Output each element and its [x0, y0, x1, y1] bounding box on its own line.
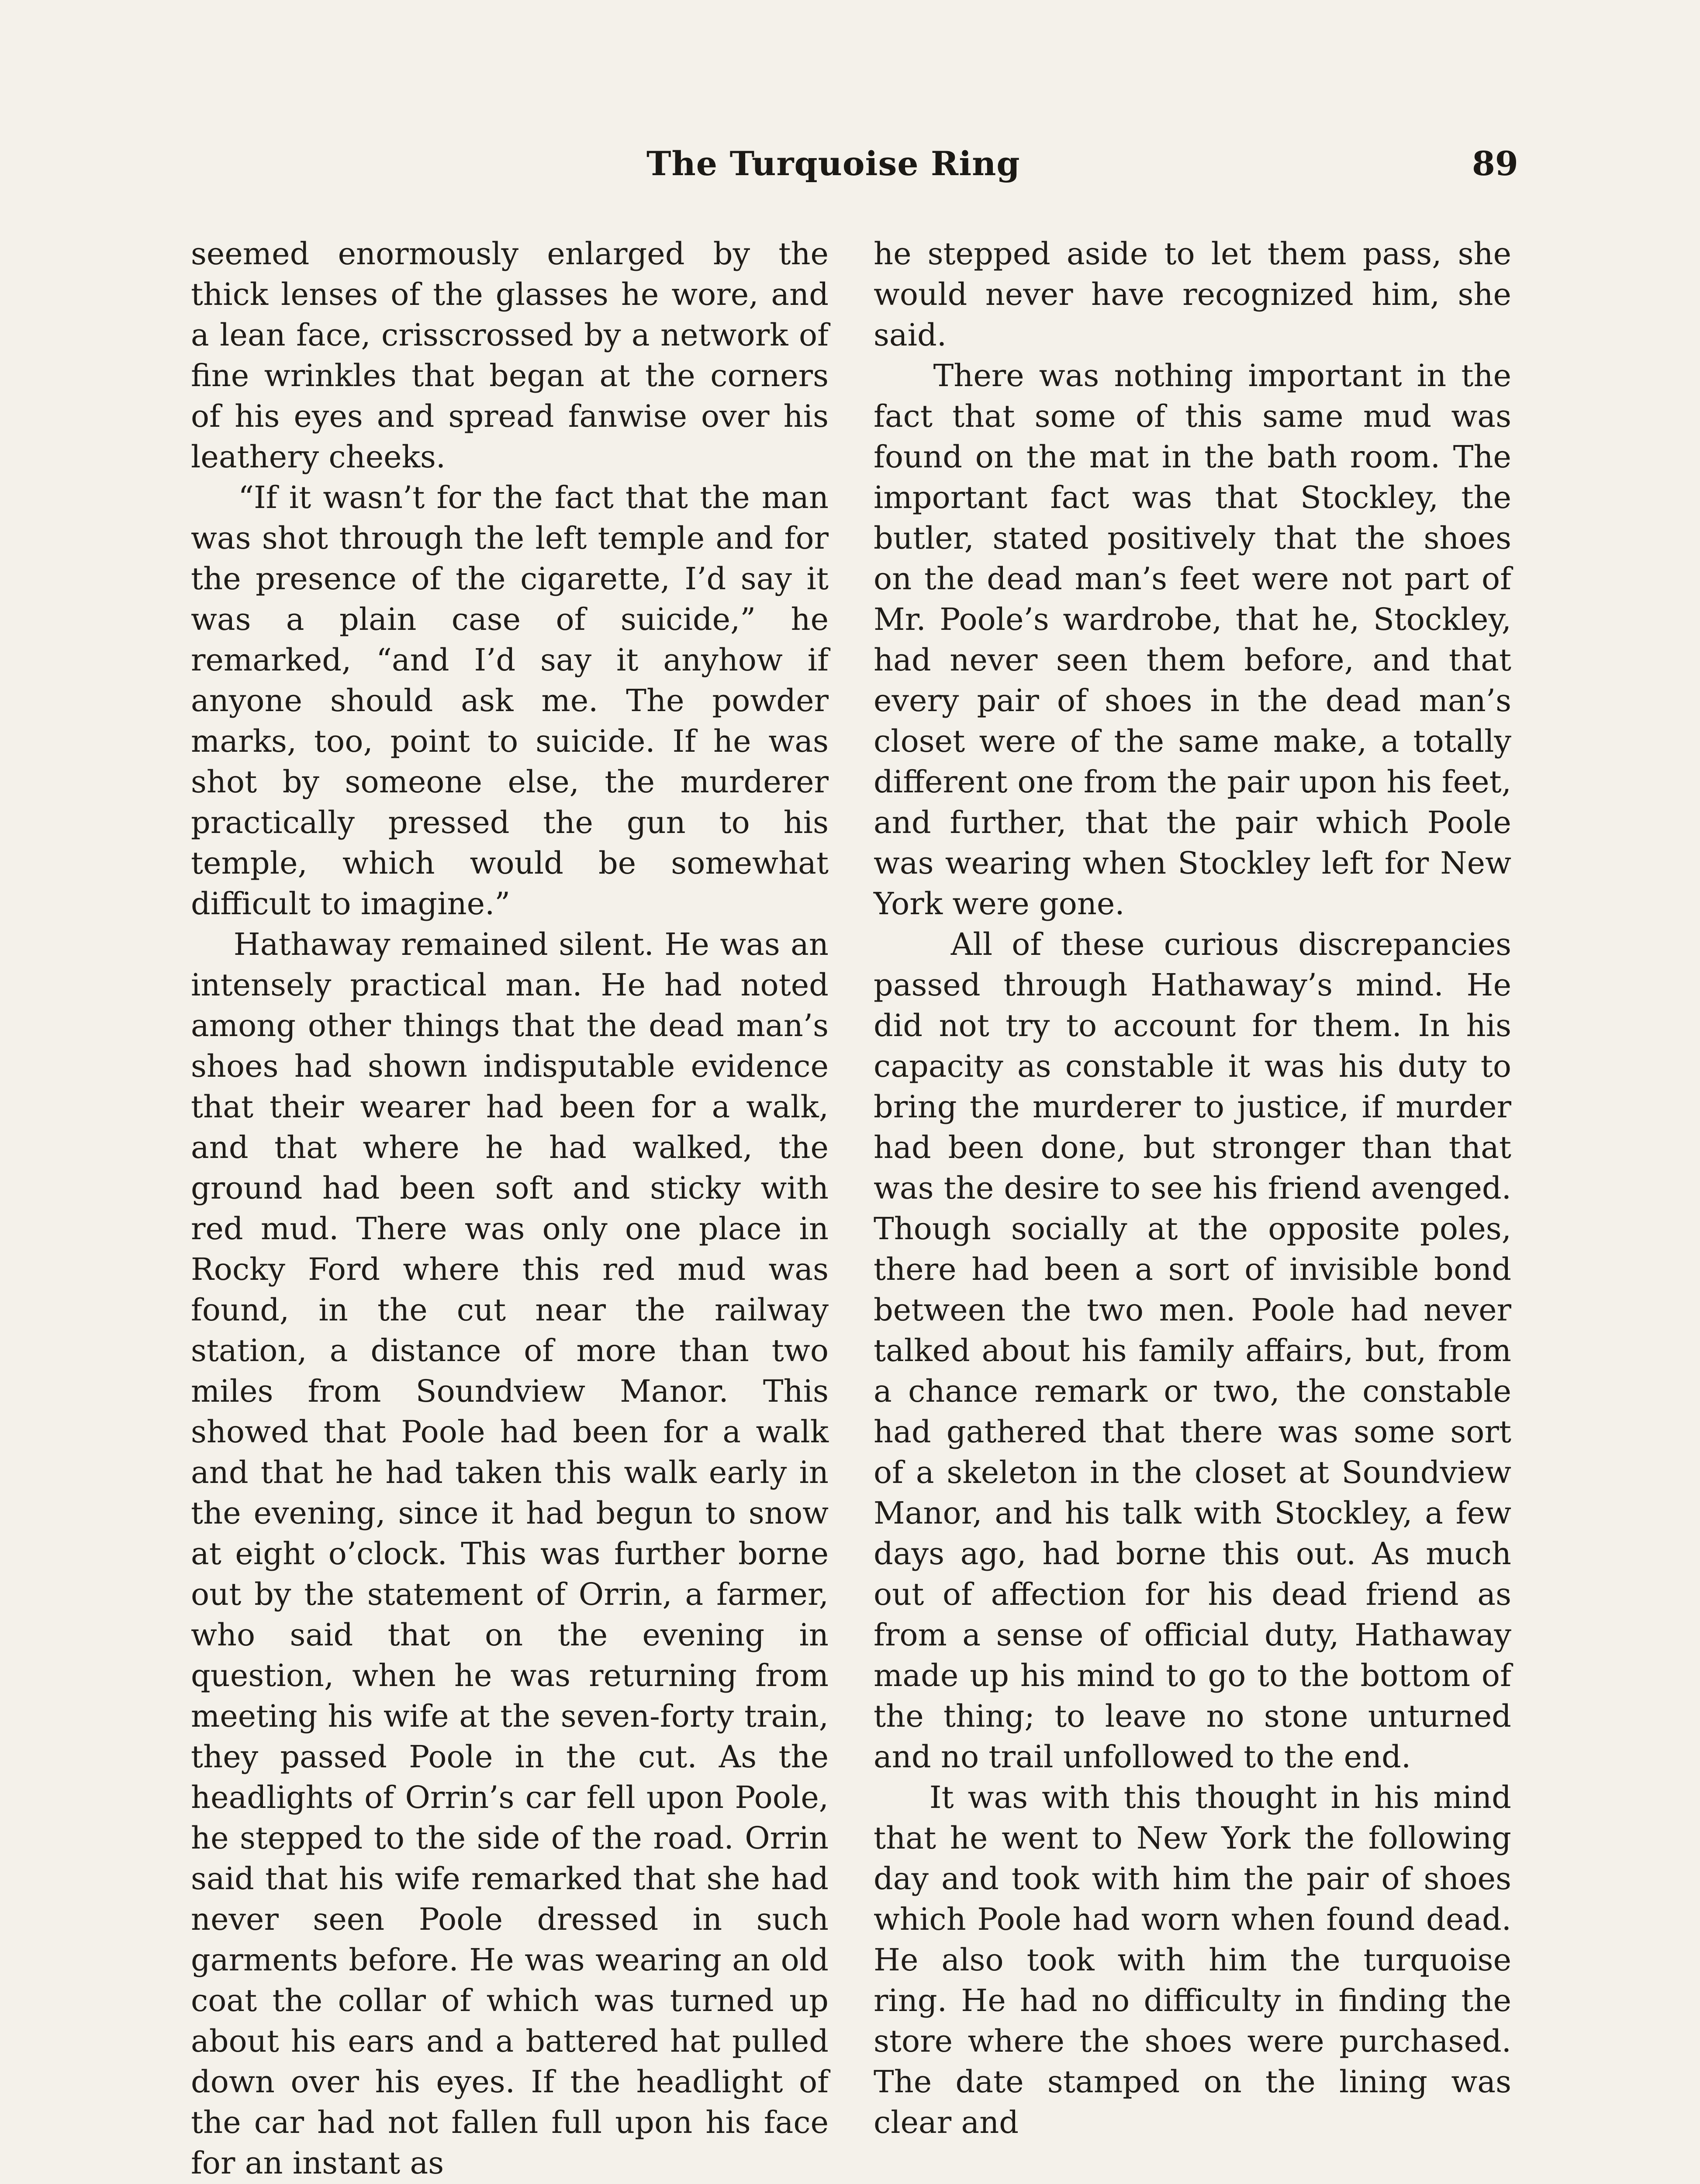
page-number: 89 [1472, 144, 1518, 183]
left-text-column [191, 234, 829, 2184]
right-text-column [874, 234, 1511, 2143]
left-column-text: seemed enormously enlarged by the thick lenses of the glasses he wore, and a lean face, crisscrossed by a network of fine wrinkles that began at the corners of his eyes and spread fanwise over his leathery cheeks. “If it wasn’t for the fact that the man was shot through the left temple and for the presence of the cigarette, I’d say it was a plain case of suicide,” he remarked, “and I’d say it anyhow if anyone should ask me. The powder marks, too, point to suicide. If he was shot by someone else, the murderer practically pressed the gun to his temple, which would be somewhat difficult to imagine.” Hathaway remained silent. He was an intensely practical man. He had noted among other things that the dead man’s shoes had shown indisputable evidence that their wearer had been for a walk, and that where he had walked, the ground had been soft and sticky with red mud. There was only one place in Rocky Ford where this red mud was found, in the cut near the railway station, a distance of more than two miles from Soundview Manor. This showed that Poole had been for a walk and that he had taken this walk early in the evening, since it had begun to snow at eight o’clock. This was further borne out by the statement of Orrin, a farmer, who said that on the evening in question, when he was returning from meeting his wife at the seven-forty train, they passed Poole in the cut. As the headlights of Orrin’s car fell upon Poole, he stepped to the side of the road. Orrin said that his wife remarked that she had never seen Poole dressed in such garments before. He was wearing an old coat the collar of which was turned up about his ears and a battered hat pulled down over his eyes. If the headlight of the car had not fallen full upon his face for an instant as [191, 236, 829, 2181]
right-column-text: he stepped aside to let them pass, she would never have recognized him, she said. There was nothing important in the fact that some of this same mud was found on the mat in the bath room. The important fact was that Stockley, the butler, stated positively that the shoes on the dead man’s feet were not part of Mr. Poole’s wardrobe, that he, Stockley, had never seen them before, and that every pair of shoes in the dead man’s closet were of the same make, a totally different one from the pair upon his feet, and further, that the pair which Poole was wearing when Stockley left for New York were gone. All of these curious discrepancies passed through Hathaway’s mind. He did not try to account for them. In his capacity as constable it was his duty to bring the murderer to justice, if murder had been done, but stronger than that was the desire to see his friend avenged. Though socially at the opposite poles, there had been a sort of invisible bond between the two men. Poole had never talked about his family affairs, but, from a chance remark or two, the constable had gathered that there was some sort of a skeleton in the closet at Soundview Manor, and his talk with Stockley, a few days ago, had borne this out. As much out of affection for his dead friend as from a sense of official duty, Hathaway made up his mind to go to the bottom of the thing; to leave no stone unturned and no trail unfollowed to the end. It was with this thought in his mind that he went to New York the following day and took with him the pair of shoes which Poole had worn when found dead. He also took with him the turquoise ring. He had no difficulty in finding the store where the shoes were purchased. The date stamped on the lining was clear and [874, 236, 1511, 2140]
running-head-title: The Turquoise Ring [646, 144, 1020, 183]
